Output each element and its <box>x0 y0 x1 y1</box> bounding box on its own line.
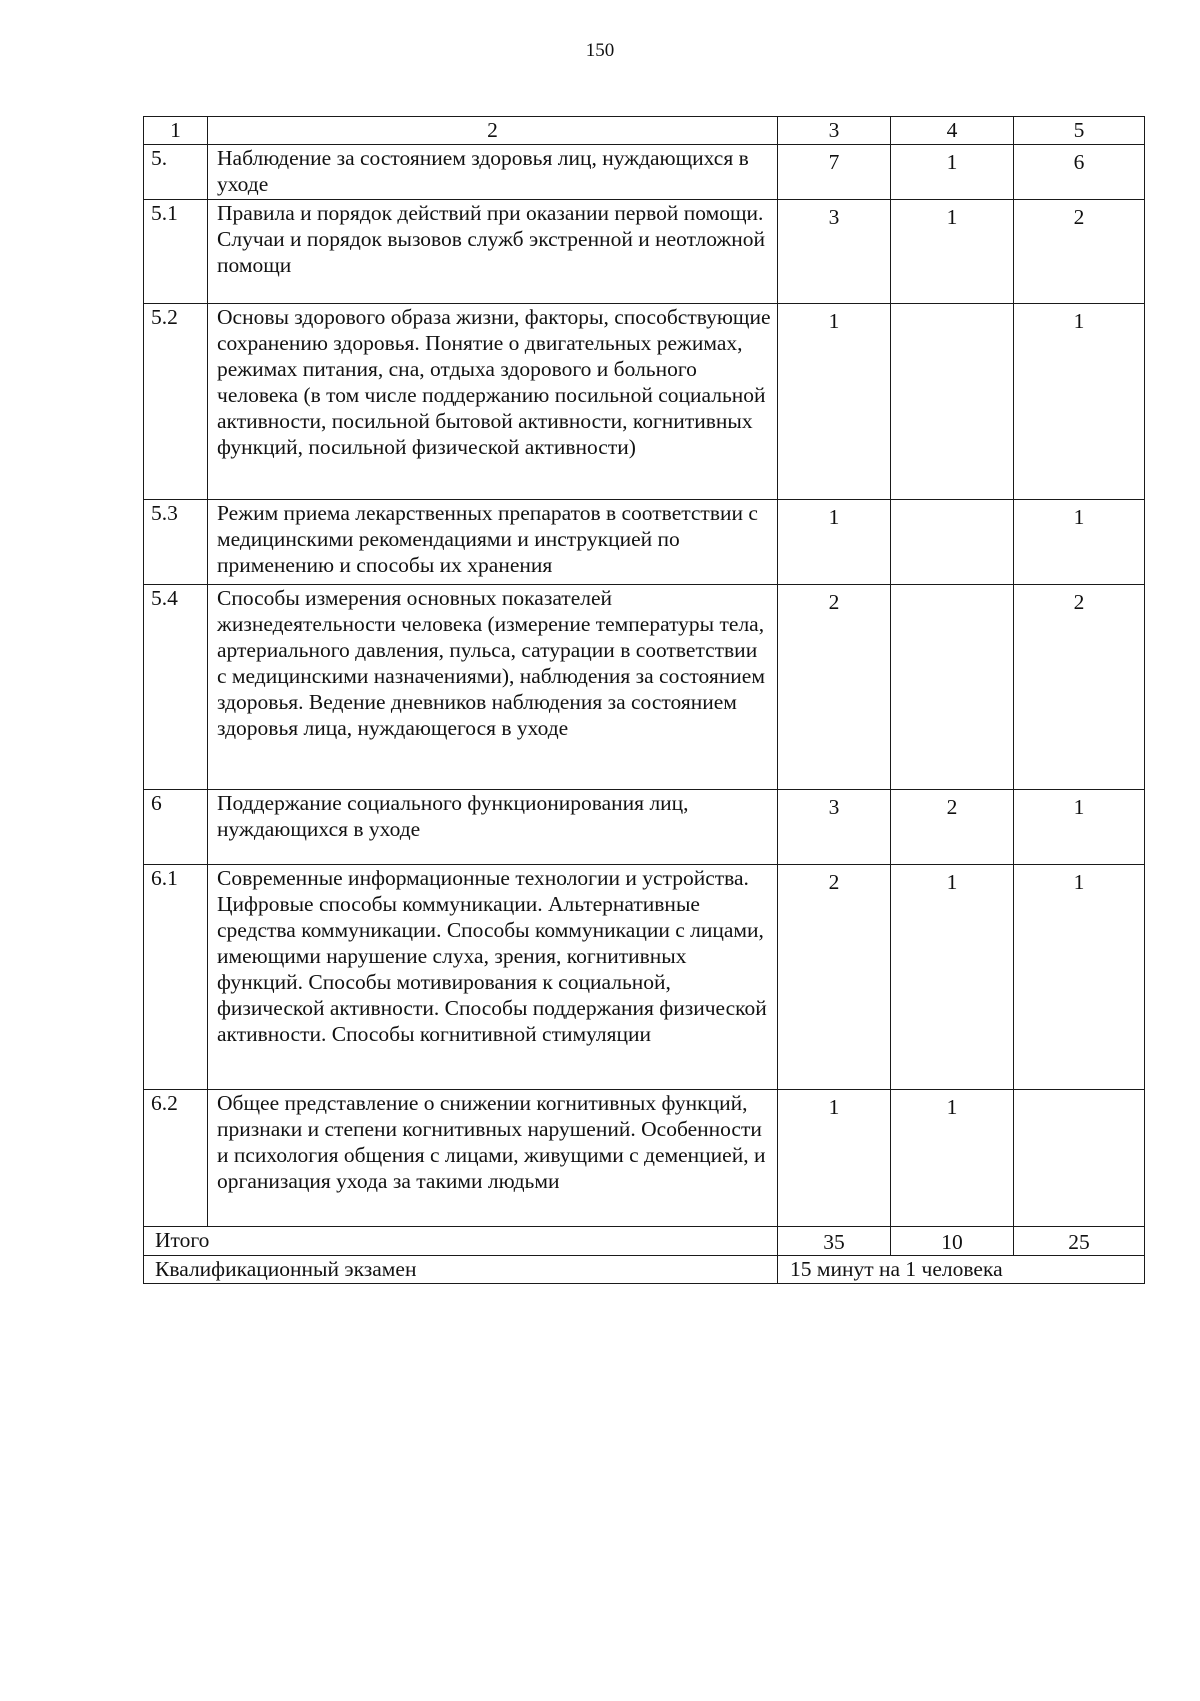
row-topic: Общее представление о снижении когнитивных функций, признаки и степени когнитивных нарушений. Особенности и психология общения с лицами, живущими с деменцией, и организация ухода за такими людьми <box>208 1090 778 1227</box>
table-row <box>144 200 1145 304</box>
row-theory-hours <box>891 585 1014 790</box>
curriculum-table <box>143 116 1145 1284</box>
table-row <box>144 790 1145 865</box>
header-cell: 2 <box>208 117 778 145</box>
row-practice-hours: 1 <box>1014 500 1145 585</box>
row-practice-hours <box>1014 1090 1145 1227</box>
row-topic: Режим приема лекарственных препаратов в соответствии с медицинскими рекомендациями и инструкцией по применению и способы их хранения <box>208 500 778 585</box>
total-practice-hours: 25 <box>1014 1227 1145 1256</box>
row-number: 6.1 <box>144 865 208 1090</box>
header-cell: 4 <box>891 117 1014 145</box>
exam-label: Квалификационный экзамен <box>144 1256 778 1284</box>
row-total-hours: 3 <box>778 790 891 865</box>
row-total-hours: 1 <box>778 1090 891 1227</box>
page-number: 150 <box>585 40 615 61</box>
header-row <box>144 117 1145 145</box>
row-number: 5.4 <box>144 585 208 790</box>
row-practice-hours: 2 <box>1014 585 1145 790</box>
row-total-hours: 1 <box>778 304 891 500</box>
row-theory-hours <box>891 304 1014 500</box>
table-row <box>144 585 1145 790</box>
row-theory-hours: 2 <box>891 790 1014 865</box>
row-practice-hours: 6 <box>1014 145 1145 200</box>
row-number: 5. <box>144 145 208 200</box>
row-total-hours: 2 <box>778 865 891 1090</box>
header-cell: 5 <box>1014 117 1145 145</box>
row-total-hours: 2 <box>778 585 891 790</box>
row-theory-hours: 1 <box>891 145 1014 200</box>
total-label: Итого <box>144 1227 778 1256</box>
row-topic: Основы здорового образа жизни, факторы, способствующие сохранению здоровья. Понятие о двигательных режимах, режимах питания, сна, отдыха здорового и больного человека (в том числе поддержанию посильной социальной активности, посильной бытовой активности, когнитивных функций, посильной физической активности) <box>208 304 778 500</box>
row-total-hours: 3 <box>778 200 891 304</box>
header-cell: 1 <box>144 117 208 145</box>
row-total-hours: 7 <box>778 145 891 200</box>
row-theory-hours: 1 <box>891 200 1014 304</box>
table-row <box>144 145 1145 200</box>
row-number: 5.3 <box>144 500 208 585</box>
row-theory-hours: 1 <box>891 865 1014 1090</box>
total-theory-hours: 10 <box>891 1227 1014 1256</box>
exam-row <box>144 1256 1145 1284</box>
row-topic: Способы измерения основных показателей жизнедеятельности человека (измерение температуры тела, артериального давления, пульса, сатурации в соответствии с медицинскими назначениями), наблюдения за состоянием здоровья. Ведение дневников наблюдения за состоянием здоровья лица, нуждающегося в уходе <box>208 585 778 790</box>
row-topic: Поддержание социального функционирования лиц, нуждающихся в уходе <box>208 790 778 865</box>
row-theory-hours <box>891 500 1014 585</box>
row-topic: Современные информационные технологии и устройства. Цифровые способы коммуникации. Альтернативные средства коммуникации. Способы коммуникации с лицами, имеющими нарушение слуха, зрения, когнитивных функций. Способы мотивирования к социальной, физической активности. Способы поддержания физической активности. Способы когнитивной стимуляции <box>208 865 778 1090</box>
total-hours: 35 <box>778 1227 891 1256</box>
table-row <box>144 1090 1145 1227</box>
row-total-hours: 1 <box>778 500 891 585</box>
row-number: 5.2 <box>144 304 208 500</box>
row-topic: Правила и порядок действий при оказании первой помощи. Случаи и порядок вызовов служб экстренной и неотложной помощи <box>208 200 778 304</box>
exam-duration: 15 минут на 1 человека <box>778 1256 1145 1284</box>
header-cell: 3 <box>778 117 891 145</box>
row-practice-hours: 2 <box>1014 200 1145 304</box>
row-number: 6.2 <box>144 1090 208 1227</box>
row-topic: Наблюдение за состоянием здоровья лиц, нуждающихся в уходе <box>208 145 778 200</box>
row-practice-hours: 1 <box>1014 304 1145 500</box>
row-theory-hours: 1 <box>891 1090 1014 1227</box>
row-practice-hours: 1 <box>1014 790 1145 865</box>
table-row <box>144 865 1145 1090</box>
row-number: 5.1 <box>144 200 208 304</box>
row-practice-hours: 1 <box>1014 865 1145 1090</box>
table-row <box>144 304 1145 500</box>
table-row <box>144 500 1145 585</box>
row-number: 6 <box>144 790 208 865</box>
total-row <box>144 1227 1145 1256</box>
